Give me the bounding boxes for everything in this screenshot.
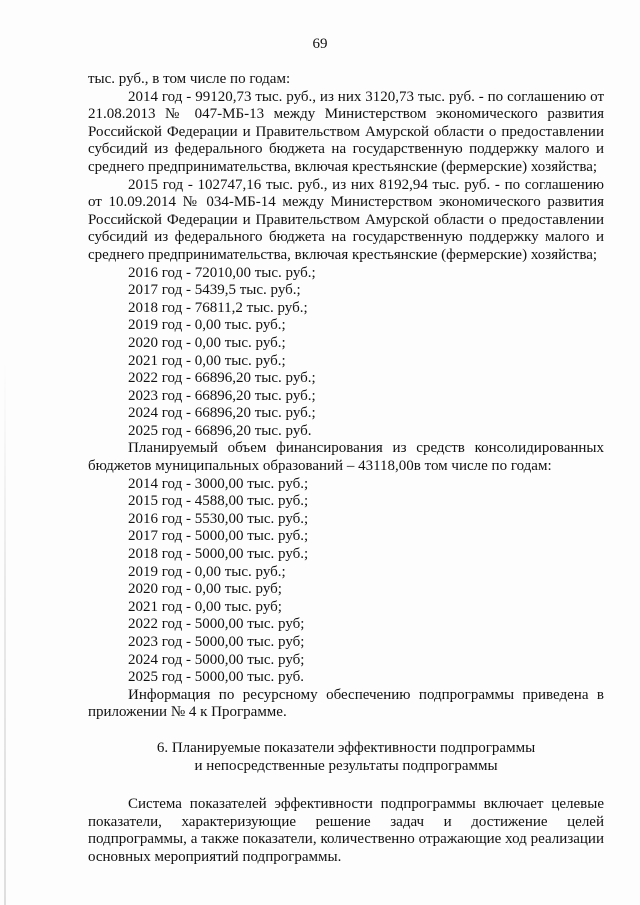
list-item: 2017 год - 5000,00 тыс. руб.; bbox=[128, 528, 309, 545]
list-item: 2020 год - 0,00 тыс. руб.; bbox=[128, 334, 286, 351]
paragraph-2014: 2014 год - 99120,73 тыс. руб., из них 3120,73 тыс. руб. - по соглашению от 21.08.2013 № 047-МБ-13 между Министерством экономического развития Российской Федерации и Правительством Амурской области о предоставлении субсидий из федерального бюджета на государственную поддержку малого и среднего предпринимательства, включая крестьянские (фермерские) хозяйства; bbox=[88, 88, 604, 175]
list-item: 2021 год - 0,00 тыс. руб; bbox=[128, 598, 282, 615]
section-heading-line-2: и непосредственные результаты подпрограммы bbox=[194, 757, 498, 774]
list-item: 2023 год - 66896,20 тыс. руб.; bbox=[128, 387, 316, 404]
list-item: 2019 год - 0,00 тыс. руб.; bbox=[128, 563, 286, 580]
list-item: 2015 год - 4588,00 тыс. руб.; bbox=[128, 493, 309, 510]
list-item: 2024 год - 66896,20 тыс. руб.; bbox=[128, 405, 316, 422]
list-item: 2021 год - 0,00 тыс. руб.; bbox=[128, 352, 286, 369]
paragraph-2015: 2015 год - 102747,16 тыс. руб., из них 8192,94 тыс. руб. - по соглашению от 10.09.2014 № 034-МБ-14 между Министерством экономического развития Российской Федерации и Правительством Амурской области о предоставлении субсидий из федерального бюджета на государственную поддержку малого и среднего предпринимательства, включая крестьянские (фермерские) хозяйства; bbox=[88, 176, 604, 263]
list-item: 2018 год - 5000,00 тыс. руб.; bbox=[128, 546, 309, 563]
list-item: 2016 год - 5530,00 тыс. руб.; bbox=[128, 510, 309, 527]
intro-line: тыс. руб., в том числе по годам: bbox=[88, 71, 291, 87]
list-item: 2017 год - 5439,5 тыс. руб.; bbox=[128, 282, 301, 299]
list-item: 2025 год - 66896,20 тыс. руб. bbox=[128, 422, 312, 439]
municipal-years-list bbox=[88, 476, 604, 687]
list-item: 2019 год - 0,00 тыс. руб.; bbox=[128, 317, 286, 334]
spacer bbox=[88, 775, 604, 796]
list-item: 2022 год - 5000,00 тыс. руб; bbox=[128, 616, 305, 633]
section-heading-line-1: 6. Планируемые показатели эффективности подпрограммы bbox=[156, 739, 536, 756]
document-body bbox=[88, 71, 604, 867]
list-item: 2018 год - 76811,2 тыс. руб.; bbox=[128, 299, 308, 316]
list-item: 2014 год - 3000,00 тыс. руб.; bbox=[128, 475, 309, 492]
scan-shadow bbox=[4, 360, 6, 905]
section-body-paragraph: Система показателей эффективности подпрограммы включает целевые показатели, характеризующие решение задач и достижение целей подпрограммы, а также показатели, количественно отражающие ход реализации основных мероприятий подпрограммы. bbox=[88, 796, 604, 865]
resource-info-paragraph: Информация по ресурсному обеспечению подпрограммы приведена в приложении № 4 к Программе. bbox=[88, 686, 604, 721]
list-item: 2025 год - 5000,00 тыс. руб. bbox=[128, 669, 305, 686]
list-item: 2020 год - 0,00 тыс. руб; bbox=[128, 581, 282, 598]
page-number: 69 bbox=[312, 36, 328, 52]
list-item: 2016 год - 72010,00 тыс. руб.; bbox=[128, 264, 316, 281]
regional-years-list bbox=[88, 265, 604, 441]
list-item: 2023 год - 5000,00 тыс. руб; bbox=[128, 634, 305, 650]
list-item: 2024 год - 5000,00 тыс. руб; bbox=[128, 651, 305, 668]
municipal-intro: Планируемый объем финансирования из средств консолидированных бюджетов муниципальных образований – 43118,00в том числе по годам: bbox=[88, 440, 604, 475]
list-item: 2022 год - 66896,20 тыс. руб.; bbox=[128, 370, 316, 387]
section-heading bbox=[88, 740, 604, 775]
